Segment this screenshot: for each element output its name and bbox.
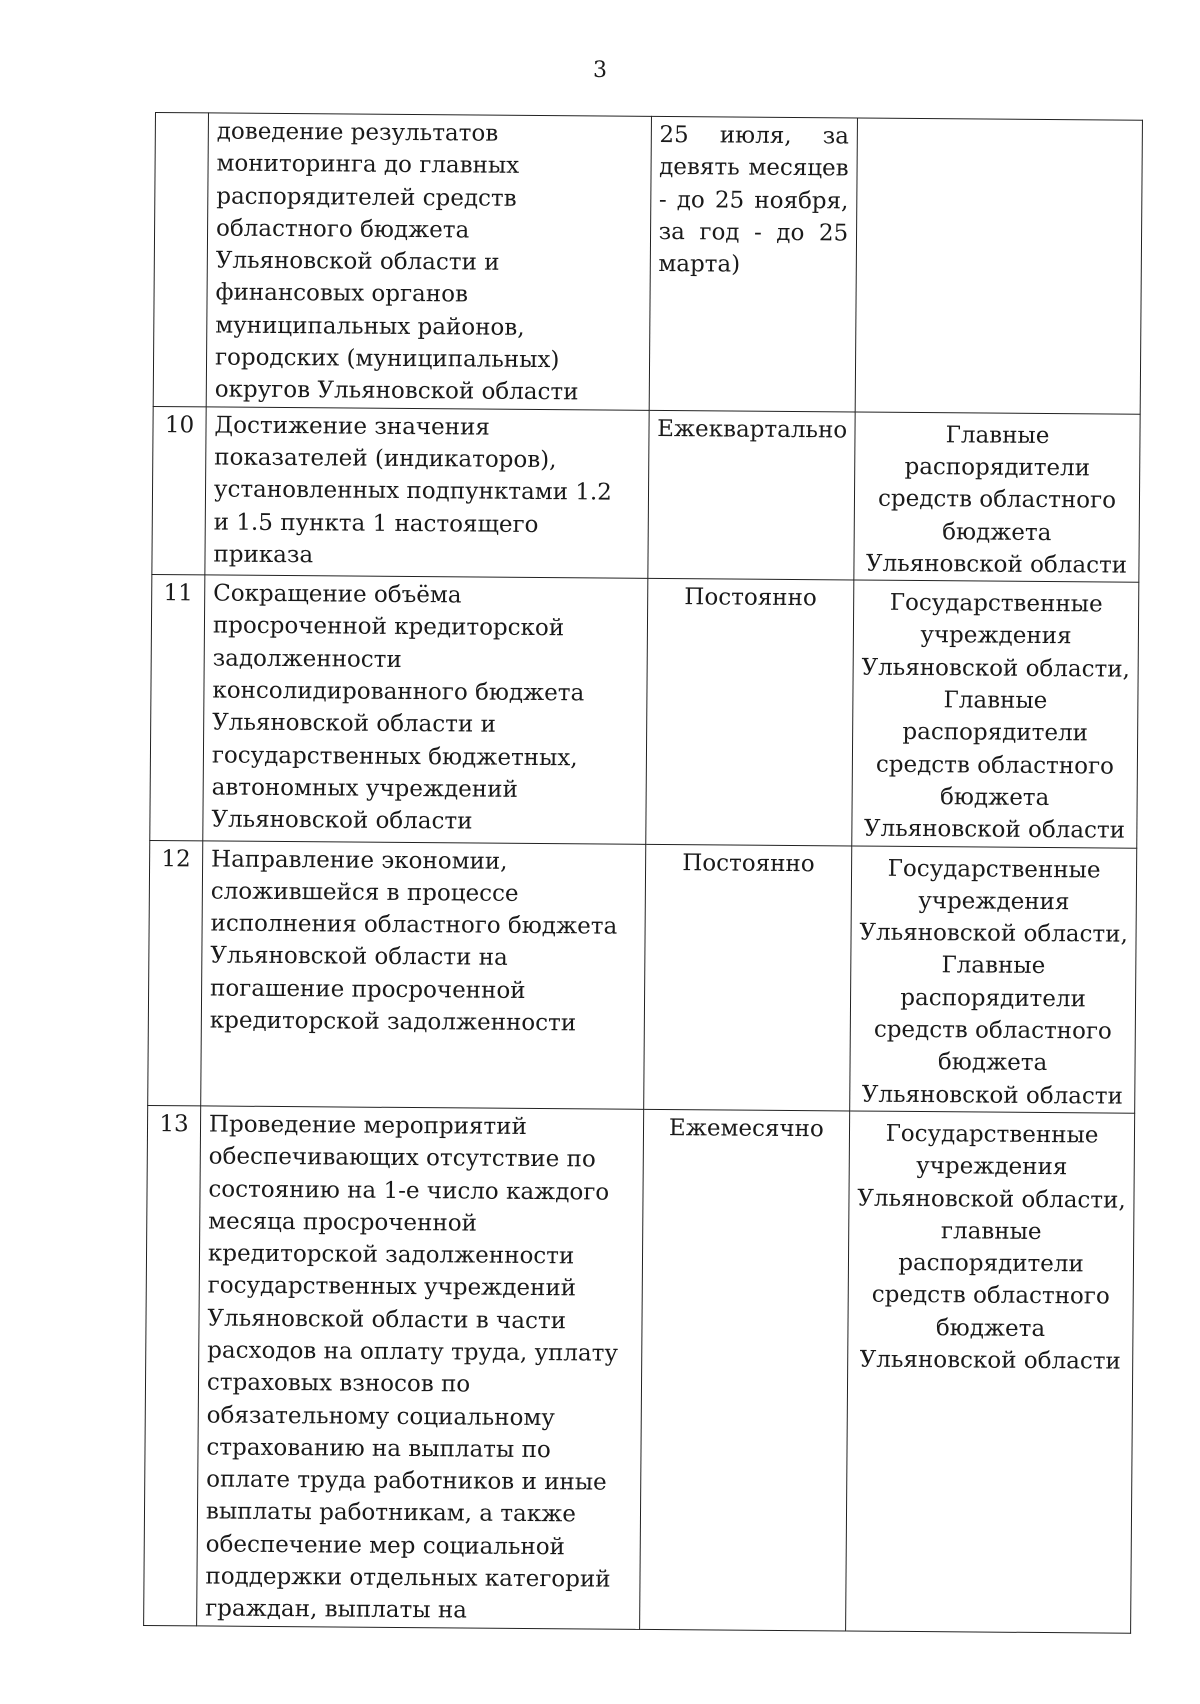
task-line: автономных учреждений bbox=[211, 774, 518, 803]
responsible-line: распорядители bbox=[904, 453, 1091, 482]
table-row bbox=[150, 575, 1139, 848]
task-line: расходов на оплату труда, уплату bbox=[207, 1337, 619, 1367]
task-line: Сокращение объёма bbox=[213, 580, 462, 609]
responsible-line: Главные bbox=[943, 687, 1048, 715]
responsible-line: Ульяновской области bbox=[865, 550, 1128, 579]
task-line: государственных учреждений bbox=[207, 1272, 577, 1302]
responsible-cell bbox=[855, 118, 1142, 414]
task-line: обязательному социальному bbox=[206, 1402, 555, 1431]
task-cell bbox=[201, 840, 646, 1109]
responsible-line: Государственные bbox=[889, 589, 1103, 618]
task-line: распорядителей средств bbox=[216, 183, 517, 212]
responsible-line: Ульяновской области bbox=[861, 1081, 1123, 1110]
term-line: марта) bbox=[658, 251, 741, 278]
responsible-line: Главные bbox=[945, 421, 1050, 449]
page-number: 3 bbox=[593, 58, 607, 83]
responsible-line: бюджета bbox=[942, 518, 1052, 546]
responsible-line: средств областного bbox=[877, 485, 1117, 514]
task-line: месяца просроченной bbox=[208, 1208, 478, 1237]
table-row bbox=[152, 406, 1140, 582]
task-line: консолидированного бюджета bbox=[212, 677, 585, 707]
task-line: государственных бюджетных, bbox=[211, 742, 578, 771]
task-line: и 1.5 пункта 1 настоящего bbox=[213, 509, 539, 538]
task-line: страховых взносов по bbox=[206, 1369, 471, 1398]
task-cell bbox=[206, 113, 651, 410]
responsible-line: Государственные bbox=[885, 1120, 1099, 1149]
responsible-line: учреждения bbox=[916, 1153, 1068, 1181]
task-line: Проведение мероприятий bbox=[208, 1111, 527, 1140]
term-cell: Ежеквартально bbox=[647, 410, 855, 580]
responsible-line: распорядители bbox=[900, 984, 1086, 1013]
task-line: обеспечение мер социальной bbox=[205, 1531, 566, 1561]
responsible-cell bbox=[850, 846, 1137, 1114]
term-line: девять месяцев bbox=[659, 154, 849, 182]
task-line: кредиторской задолженности bbox=[207, 1240, 575, 1270]
term-line: 25 июля, за bbox=[659, 121, 850, 150]
task-line: сложившейся в процессе bbox=[210, 878, 519, 907]
task-line: выплаты работникам, а также bbox=[205, 1498, 577, 1528]
task-line: финансовых органов bbox=[215, 279, 469, 308]
responsible-line: распорядители bbox=[898, 1249, 1084, 1278]
task-line: задолженности bbox=[212, 645, 402, 673]
term-cell: Постоянно bbox=[645, 579, 854, 846]
row-number-cell: 10 bbox=[152, 406, 206, 575]
task-line: приказа bbox=[213, 541, 314, 569]
task-cell bbox=[205, 407, 649, 579]
table-row bbox=[148, 840, 1137, 1113]
responsible-line: бюджета bbox=[935, 1314, 1046, 1342]
task-line: областного бюджета bbox=[215, 215, 470, 244]
task-line: состоянию на 1-е число каждого bbox=[208, 1175, 610, 1206]
task-line: городских (муниципальных) bbox=[214, 344, 560, 374]
responsible-line: Ульяновской области, bbox=[857, 1185, 1126, 1214]
responsible-cell bbox=[846, 1111, 1135, 1633]
responsible-line: главные bbox=[940, 1218, 1042, 1245]
task-line: Ульяновской области и bbox=[212, 709, 496, 739]
task-line: Ульяновской области и bbox=[215, 247, 500, 276]
table-row bbox=[153, 113, 1142, 414]
term-cell bbox=[649, 116, 858, 411]
task-line: установленных подпунктами 1.2 bbox=[213, 476, 612, 506]
task-line: просроченной кредиторской bbox=[212, 612, 565, 642]
responsible-line: средств областного bbox=[873, 1016, 1112, 1045]
task-cell bbox=[197, 1106, 644, 1629]
task-line: погашение просроченной bbox=[209, 975, 526, 1004]
row-number-cell: 12 bbox=[148, 840, 203, 1106]
row-number-cell: 11 bbox=[150, 575, 205, 841]
task-line: обеспечивающих отсутствие по bbox=[208, 1143, 596, 1173]
responsible-line: Государственные bbox=[887, 855, 1101, 883]
responsible-line: учреждения bbox=[920, 622, 1072, 650]
task-line: показателей (индикаторов), bbox=[214, 444, 557, 474]
responsible-line: Ульяновской области, bbox=[861, 654, 1131, 683]
row-number-cell: 13 bbox=[144, 1105, 201, 1625]
responsible-line: средств областного bbox=[875, 751, 1115, 780]
term-cell: Постоянно bbox=[643, 844, 852, 1111]
task-line: поддержки отдельных категорий bbox=[205, 1563, 611, 1593]
task-line: страхованию на выплаты по bbox=[206, 1434, 551, 1464]
responsible-line: Ульяновской области bbox=[859, 1346, 1121, 1375]
term-cell: Ежемесячно bbox=[639, 1109, 850, 1630]
task-line: кредиторской задолженности bbox=[209, 1007, 577, 1037]
measures-table bbox=[143, 112, 1143, 1633]
term-line: - до 25 ноября, bbox=[658, 186, 849, 215]
task-line: граждан, выплаты на bbox=[205, 1595, 468, 1624]
task-line: доведение результатов bbox=[216, 118, 499, 147]
responsible-line: учреждения bbox=[918, 887, 1070, 916]
task-line: Ульяновской области в части bbox=[207, 1305, 567, 1334]
responsible-line: бюджета bbox=[937, 1049, 1048, 1077]
responsible-line: Главные bbox=[941, 952, 1046, 980]
responsible-line: Ульяновской области, bbox=[859, 919, 1128, 948]
task-line: оплате труда работников и иные bbox=[206, 1466, 607, 1496]
responsible-line: средств областного bbox=[871, 1282, 1110, 1310]
responsible-line: Ульяновской области bbox=[863, 815, 1126, 844]
task-line: Ульяновской области на bbox=[210, 942, 508, 972]
task-line: исполнения областного бюджета bbox=[210, 910, 618, 940]
responsible-cell bbox=[854, 412, 1140, 583]
task-line: Ульяновской области bbox=[211, 806, 473, 835]
task-line: Направление экономии, bbox=[210, 845, 508, 875]
task-cell bbox=[203, 575, 648, 844]
responsible-cell bbox=[852, 580, 1139, 848]
row-number-cell bbox=[153, 113, 208, 407]
term-line: за год - до 25 bbox=[658, 218, 849, 247]
task-line: мониторинга до главных bbox=[216, 150, 520, 180]
table-row bbox=[144, 1105, 1135, 1632]
task-line: муниципальных районов, bbox=[215, 312, 525, 341]
task-line: Достижение значения bbox=[214, 412, 490, 441]
responsible-line: бюджета bbox=[939, 784, 1050, 811]
responsible-line: распорядители bbox=[902, 719, 1089, 747]
task-line: округов Ульяновской области bbox=[214, 376, 579, 406]
